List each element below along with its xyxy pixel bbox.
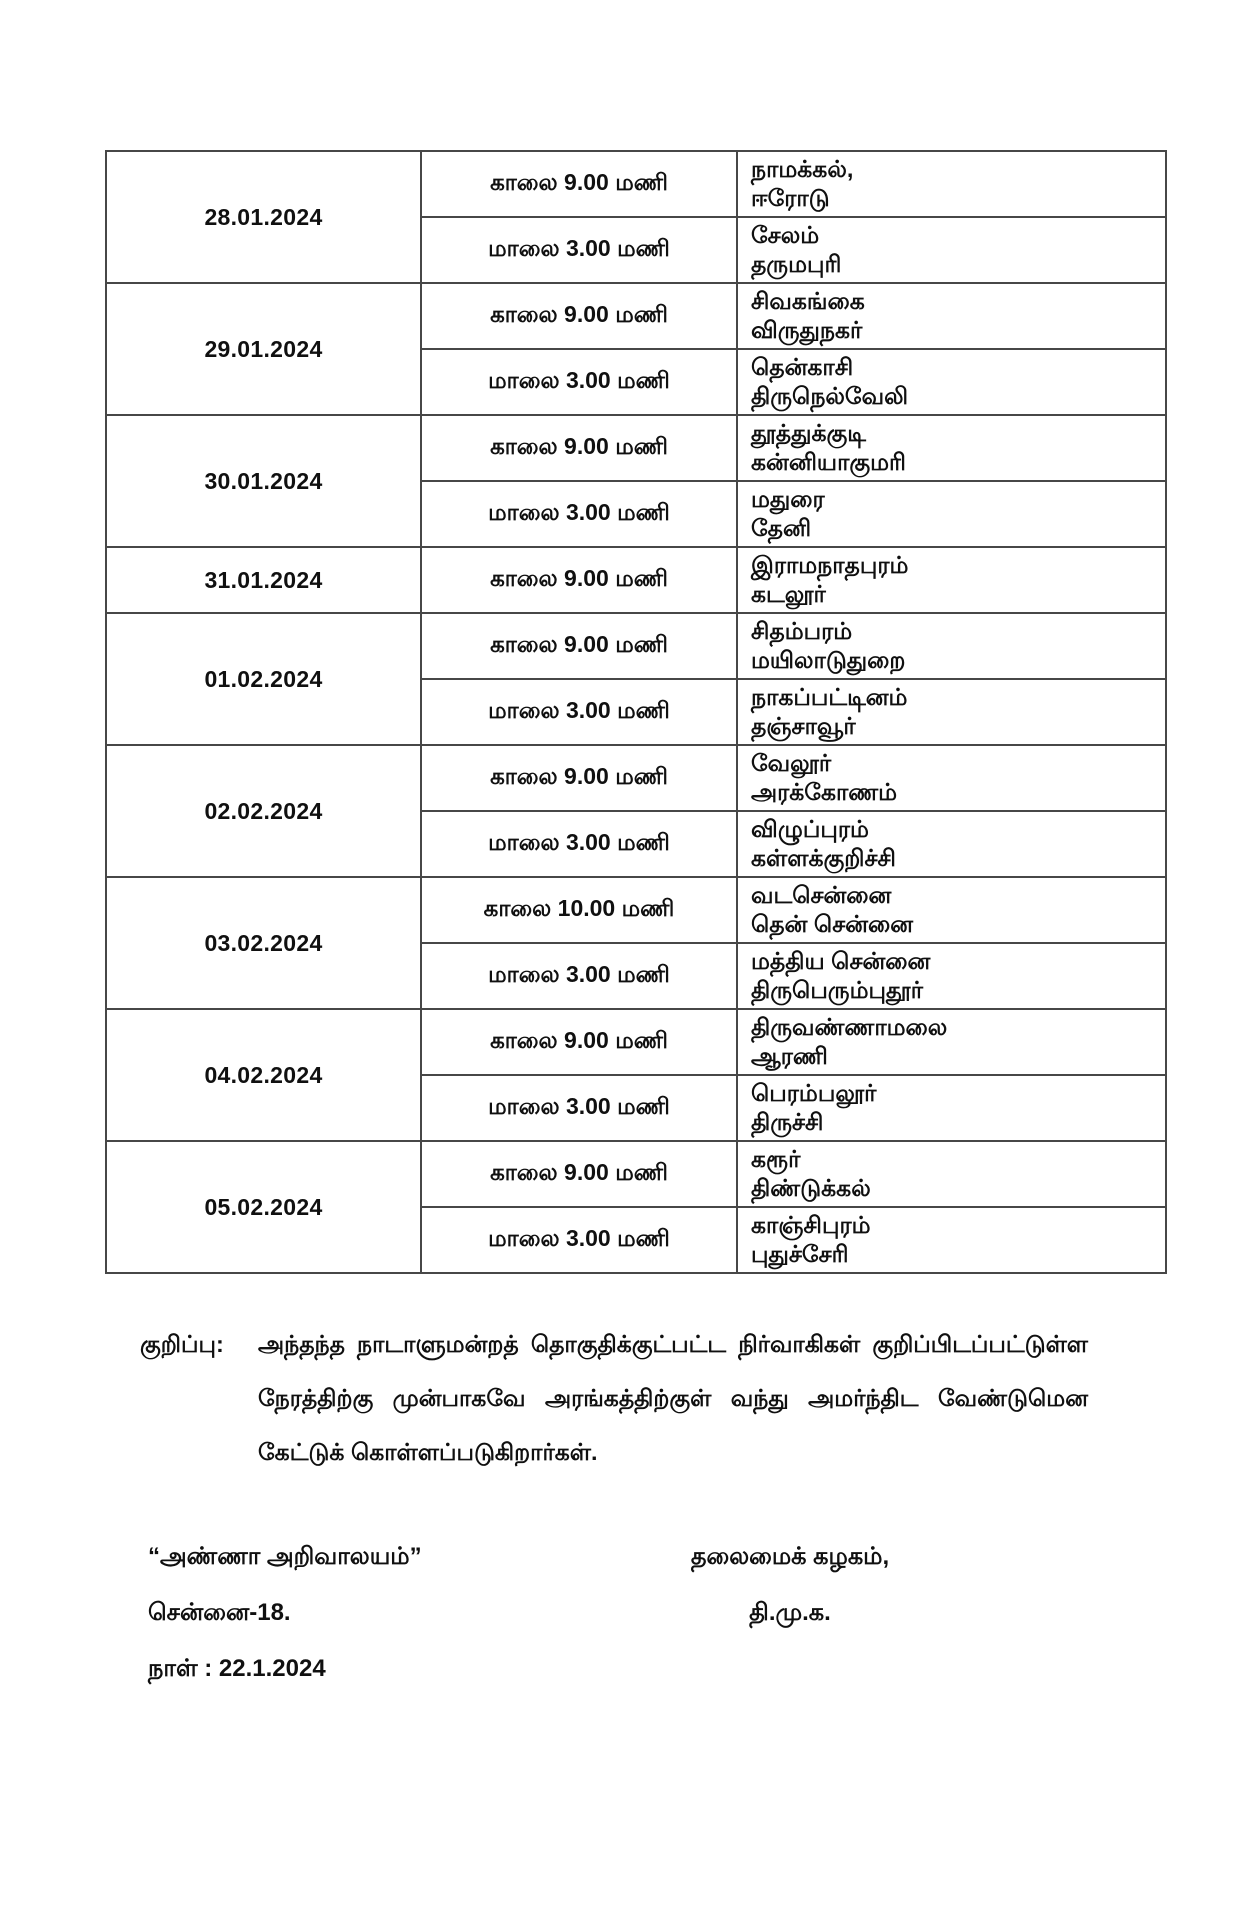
district-line: ஆரணி <box>751 1043 828 1069</box>
district-line: தென்காசி <box>751 354 854 380</box>
time-cell: காலை 9.00 மணி <box>421 1009 737 1075</box>
time-cell: மாலை 3.00 மணி <box>421 1207 737 1273</box>
district-line: கடலூர் <box>751 581 826 607</box>
district-cell <box>737 349 1166 415</box>
schedule-table-body <box>106 151 1166 1273</box>
district-cell <box>737 943 1166 1009</box>
district-line: தருமபுரி <box>751 251 842 277</box>
time-cell: காலை 9.00 மணி <box>421 151 737 217</box>
district-cell <box>737 1009 1166 1075</box>
district-line: விழுப்புரம் <box>751 816 869 842</box>
time-cell: மாலை 3.00 மணி <box>421 481 737 547</box>
table-row <box>106 745 1166 811</box>
district-line: அரக்கோணம் <box>751 779 898 805</box>
district-cell <box>737 547 1166 613</box>
district-cell <box>737 877 1166 943</box>
district-cell <box>737 217 1166 283</box>
district-cell <box>737 415 1166 481</box>
table-row <box>106 613 1166 679</box>
time-cell: மாலை 3.00 மணி <box>421 679 737 745</box>
district-line: ஈரோடு <box>751 185 830 211</box>
table-row <box>106 1009 1166 1075</box>
district-line: மயிலாடுதுறை <box>751 647 906 673</box>
district-line: வேலூர் <box>751 750 832 776</box>
time-cell: காலை 9.00 மணி <box>421 745 737 811</box>
district-line: சேலம் <box>751 222 820 248</box>
district-line: இராமநாதபுரம் <box>751 552 909 578</box>
district-line: நாகப்பட்டினம் <box>751 684 908 710</box>
date-cell: 02.02.2024 <box>106 745 421 877</box>
time-cell: மாலை 3.00 மணி <box>421 349 737 415</box>
date-cell: 28.01.2024 <box>106 151 421 283</box>
note-section <box>140 1317 1088 1479</box>
time-cell: காலை 9.00 மணி <box>421 283 737 349</box>
table-row <box>106 415 1166 481</box>
district-line: தூத்துக்குடி <box>751 420 866 446</box>
district-line: திருச்சி <box>751 1109 824 1135</box>
district-line: நாமக்கல், <box>751 156 854 182</box>
footer-org-name: தலைமைக் கழகம், <box>690 1543 890 1570</box>
district-line: கன்னியாகுமரி <box>751 449 906 475</box>
time-cell: காலை 9.00 மணி <box>421 613 737 679</box>
district-line: திருவண்ணாமலை <box>751 1014 948 1040</box>
date-cell: 01.02.2024 <box>106 613 421 745</box>
table-row <box>106 283 1166 349</box>
district-cell <box>737 811 1166 877</box>
date-cell: 05.02.2024 <box>106 1141 421 1273</box>
district-line: தஞ்சாவூர் <box>751 713 856 739</box>
time-cell: மாலை 3.00 மணி <box>421 1075 737 1141</box>
note-label: குறிப்பு: <box>140 1331 224 1357</box>
district-cell <box>737 481 1166 547</box>
date-cell: 31.01.2024 <box>106 547 421 613</box>
district-cell <box>737 679 1166 745</box>
time-cell: மாலை 3.00 மணி <box>421 217 737 283</box>
district-line: திருநெல்வேலி <box>751 383 909 409</box>
note-text: அந்தந்த நாடாளுமன்றத் தொகுதிக்குட்பட்ட நிர்வாகிகள் குறிப்பிடப்பட்டுள்ள நேரத்திற்கு முன்பாகவே அரங்கத்திற்குள் வந்து அமர்ந்திட வேண்டுமென கேட்டுக் கொள்ளப்படுகிறார்கள். <box>258 1331 1088 1465</box>
footer-right-block <box>620 1529 960 1641</box>
date-cell: 04.02.2024 <box>106 1009 421 1141</box>
time-cell: காலை 9.00 மணி <box>421 1141 737 1207</box>
district-line: திண்டுக்கல் <box>751 1175 871 1201</box>
district-cell <box>737 1075 1166 1141</box>
time-cell: காலை 9.00 மணி <box>421 547 737 613</box>
table-row <box>106 151 1166 217</box>
district-line: சிதம்பரம் <box>751 618 853 644</box>
footer-date: நாள் : 22.1.2024 <box>148 1655 326 1682</box>
table-row <box>106 547 1166 613</box>
district-line: மதுரை <box>751 486 825 512</box>
time-cell: மாலை 3.00 மணி <box>421 811 737 877</box>
time-cell: காலை 9.00 மணி <box>421 415 737 481</box>
date-cell: 30.01.2024 <box>106 415 421 547</box>
time-cell: காலை 10.00 மணி <box>421 877 737 943</box>
district-line: காஞ்சிபுரம் <box>751 1212 871 1238</box>
district-line: கரூர் <box>751 1146 801 1172</box>
district-cell <box>737 1207 1166 1273</box>
district-cell <box>737 745 1166 811</box>
table-row <box>106 1141 1166 1207</box>
district-line: தென் சென்னை <box>751 911 914 937</box>
district-cell <box>737 613 1166 679</box>
document-page <box>0 150 1241 1905</box>
district-line: பெரம்பலூர் <box>751 1080 877 1106</box>
footer-city: சென்னை-18. <box>148 1599 291 1626</box>
table-row <box>106 877 1166 943</box>
district-line: மத்திய சென்னை <box>751 948 931 974</box>
district-line: கள்ளக்குறிச்சி <box>751 845 896 871</box>
district-line: விருதுநகர் <box>751 317 863 343</box>
district-line: திருபெரும்புதூர் <box>751 977 924 1003</box>
schedule-table <box>105 150 1167 1274</box>
time-cell: மாலை 3.00 மணி <box>421 943 737 1009</box>
district-line: வடசென்னை <box>751 882 892 908</box>
district-line: புதுச்சேரி <box>751 1241 849 1267</box>
footer-office-name: “அண்ணா அறிவாலயம்” <box>148 1543 422 1570</box>
date-cell: 29.01.2024 <box>106 283 421 415</box>
footer-section <box>0 1529 1241 1697</box>
district-line: தேனி <box>751 515 812 541</box>
district-line: சிவகங்கை <box>751 288 865 314</box>
footer-party-name: தி.மு.க. <box>749 1599 831 1626</box>
district-cell <box>737 151 1166 217</box>
date-cell: 03.02.2024 <box>106 877 421 1009</box>
district-cell <box>737 1141 1166 1207</box>
district-cell <box>737 283 1166 349</box>
